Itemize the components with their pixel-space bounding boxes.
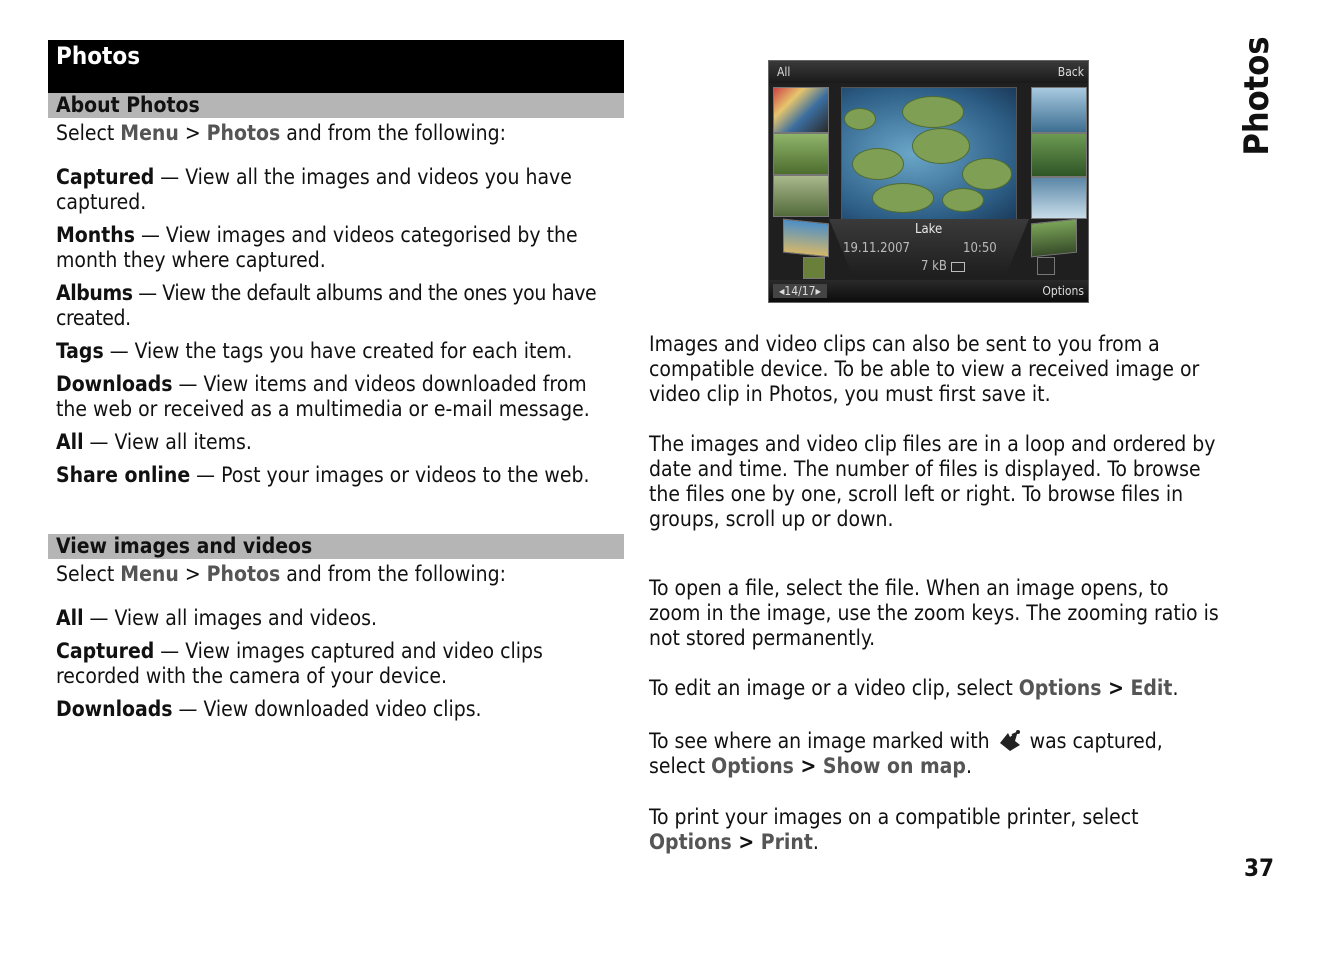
image-counter: ◂14/17▸ (773, 284, 827, 298)
phone-bottom-bar (769, 280, 1088, 302)
location-icon (998, 729, 1022, 753)
softkey-back: Back (1057, 65, 1084, 79)
thumbnail (803, 257, 825, 279)
thumbnail (1031, 177, 1087, 219)
list-item: Tags — View the tags you have created for each item. (56, 339, 573, 363)
view-intro: Select Menu > Photos and from the following: (56, 562, 506, 586)
list-item: Albums — View the default albums and the ones you have created. (56, 281, 597, 330)
paragraph: To see where an image marked with was captured, select Options > Show on map. (649, 729, 1163, 778)
softkey-options: Options (1042, 284, 1084, 298)
list-item: All — View all items. (56, 430, 252, 454)
list-item: Captured — View images captured and video clips recorded with the camera of your device. (56, 639, 543, 688)
section-heading-view: View images and videos (48, 534, 624, 559)
softkey-all: All (777, 65, 791, 79)
about-intro: Select Menu > Photos and from the following: (56, 121, 506, 145)
side-tab: Photos (1237, 36, 1277, 156)
section-heading-about: About Photos (48, 93, 624, 118)
thumbnail (773, 87, 829, 133)
image-title: Lake (915, 222, 943, 237)
memory-card-icon (951, 262, 965, 272)
thumbnail (1031, 219, 1077, 258)
paragraph: Images and video clips can also be sent to you from a compatible device. To be able to view a received image or video clip in Photos, you must first save it. (649, 332, 1200, 406)
image-time: 10:50 (963, 241, 997, 256)
list-item: Captured — View all the images and videos you have captured. (56, 165, 572, 214)
list-item: All — View all images and videos. (56, 606, 378, 630)
chapter-title: Photos (48, 40, 624, 93)
thumbnail (773, 175, 829, 217)
list-item: Downloads — View downloaded video clips. (56, 697, 482, 721)
list-item: Months — View images and videos categorised by the month they where captured. (56, 223, 578, 272)
image-date: 19.11.2007 (843, 241, 910, 256)
paragraph: The images and video clip files are in a loop and ordered by date and time. The number of files is displayed. To browse the files one by one, scroll left or right. To browse files in groups, scroll up or down. (649, 432, 1216, 531)
arrow-right-icon: ▸ (815, 284, 821, 298)
right-column (649, 332, 1219, 855)
thumbnail (783, 219, 829, 258)
paragraph: To print your images on a compatible printer, select Options > Print. (649, 805, 1139, 854)
phone-top-bar (769, 61, 1088, 83)
list-item: Share online — Post your images or videos to the web. (56, 463, 590, 487)
thumbnail (1031, 87, 1087, 133)
page-number: 37 (1244, 854, 1275, 882)
thumbnail (773, 133, 829, 175)
thumbnail (1031, 133, 1087, 177)
main-image (841, 87, 1017, 221)
image-size: 7 kB (921, 259, 947, 274)
list-item: Downloads — View items and videos downloaded from the web or received as a multimedia or e-mail message. (56, 372, 590, 421)
left-column (48, 40, 624, 722)
paragraph: To edit an image or a video clip, select Options > Edit. (649, 676, 1179, 700)
phone-screenshot (768, 60, 1089, 303)
arrow-left-icon: ◂ (779, 284, 785, 298)
thumbnail (1037, 257, 1055, 275)
paragraph: To open a file, select the file. When an image opens, to zoom in the image, use the zoom keys. The zooming ratio is not stored permanently. (649, 576, 1219, 650)
